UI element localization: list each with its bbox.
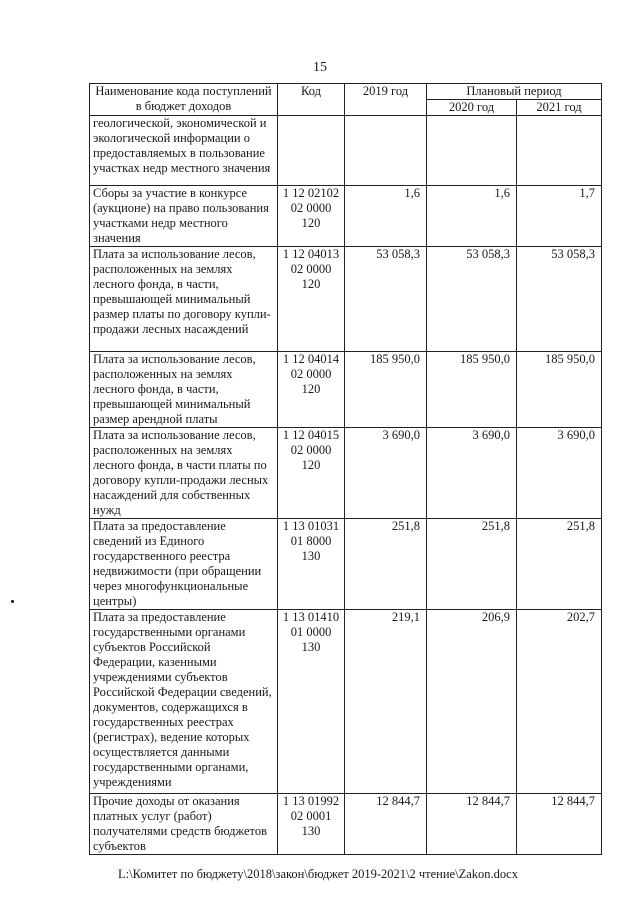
row-2019: 219,1 [345, 610, 427, 794]
header-code: Код [278, 84, 345, 116]
row-2021: 185 950,0 [517, 352, 602, 428]
row-2020 [427, 116, 517, 186]
row-code: 1 13 01992 02 0001 130 [278, 794, 345, 855]
page-number: 15 [313, 60, 327, 75]
row-2021: 3 690,0 [517, 428, 602, 519]
row-2021: 202,7 [517, 610, 602, 794]
row-2021: 251,8 [517, 519, 602, 610]
row-2019: 251,8 [345, 519, 427, 610]
row-2019 [345, 116, 427, 186]
row-2021: 53 058,3 [517, 247, 602, 352]
row-2020: 1,6 [427, 186, 517, 247]
row-code: 1 12 04015 02 0000 120 [278, 428, 345, 519]
row-name: Сборы за участие в конкурсе (аукционе) на право пользования участками недр местного значения [90, 186, 278, 247]
row-2021 [517, 116, 602, 186]
row-name: Плата за использование лесов, расположенных на землях лесного фонда, в части, превышающей минимальный размер платы по договору купли-продажи лесных насаждений [90, 247, 278, 352]
row-2020: 251,8 [427, 519, 517, 610]
row-2020: 206,9 [427, 610, 517, 794]
row-2021: 12 844,7 [517, 794, 602, 855]
row-name: Плата за предоставление государственными органами субъектов Российской Федерации, казенными учреждениями субъектов Российской Федерации сведений, документов, содержащихся в государственных реестрах (регистрах), ведение которых осуществляется данными государственными органами, учреждениями [90, 610, 278, 794]
header-plan-period: Плановый период [427, 84, 602, 100]
table-row [90, 352, 602, 428]
header-name: Наименование кода поступлений в бюджет доходов [90, 84, 278, 116]
row-code: 1 12 02102 02 0000 120 [278, 186, 345, 247]
row-code: 1 13 01031 01 8000 130 [278, 519, 345, 610]
row-2020: 12 844,7 [427, 794, 517, 855]
table-row [90, 247, 602, 352]
footer-file-path: L:\Комитет по бюджету\2018\закон\бюджет 2019-2021\2 чтение\Zakon.docx [118, 867, 518, 881]
row-2020: 3 690,0 [427, 428, 517, 519]
row-name: Плата за использование лесов, расположенных на землях лесного фонда, в части, превышающей минимальный размер арендной платы [90, 352, 278, 428]
row-name: Плата за использование лесов, расположенных на землях лесного фонда, в части платы по договору купли-продажи лесных насаждений для собственных нужд [90, 428, 278, 519]
table-row [90, 186, 602, 247]
header-2021: 2021 год [517, 100, 602, 116]
row-2019: 185 950,0 [345, 352, 427, 428]
row-2019: 3 690,0 [345, 428, 427, 519]
row-name: геологической, экономической и экологической информации о предоставляемых в пользование участках недр местного значения [90, 116, 278, 186]
row-code [278, 116, 345, 186]
row-2021: 1,7 [517, 186, 602, 247]
row-code: 1 13 01410 01 0000 130 [278, 610, 345, 794]
row-name: Плата за предоставление сведений из Единого государственного реестра недвижимости (при обращении через многофункциональные центры) [90, 519, 278, 610]
revenue-table [89, 83, 602, 855]
row-2019: 1,6 [345, 186, 427, 247]
header-2020: 2020 год [427, 100, 517, 116]
row-2020: 53 058,3 [427, 247, 517, 352]
row-code: 1 12 04014 02 0000 120 [278, 352, 345, 428]
row-code: 1 12 04013 02 0000 120 [278, 247, 345, 352]
table-row [90, 428, 602, 519]
row-2019: 53 058,3 [345, 247, 427, 352]
table-row [90, 519, 602, 610]
header-2019: 2019 год [345, 84, 427, 116]
row-name: Прочие доходы от оказания платных услуг (работ) получателями средств бюджетов субъектов [90, 794, 278, 855]
table-row [90, 116, 602, 186]
row-2019: 12 844,7 [345, 794, 427, 855]
row-2020: 185 950,0 [427, 352, 517, 428]
table-row [90, 610, 602, 794]
scan-speck [11, 600, 14, 603]
table-row [90, 794, 602, 855]
